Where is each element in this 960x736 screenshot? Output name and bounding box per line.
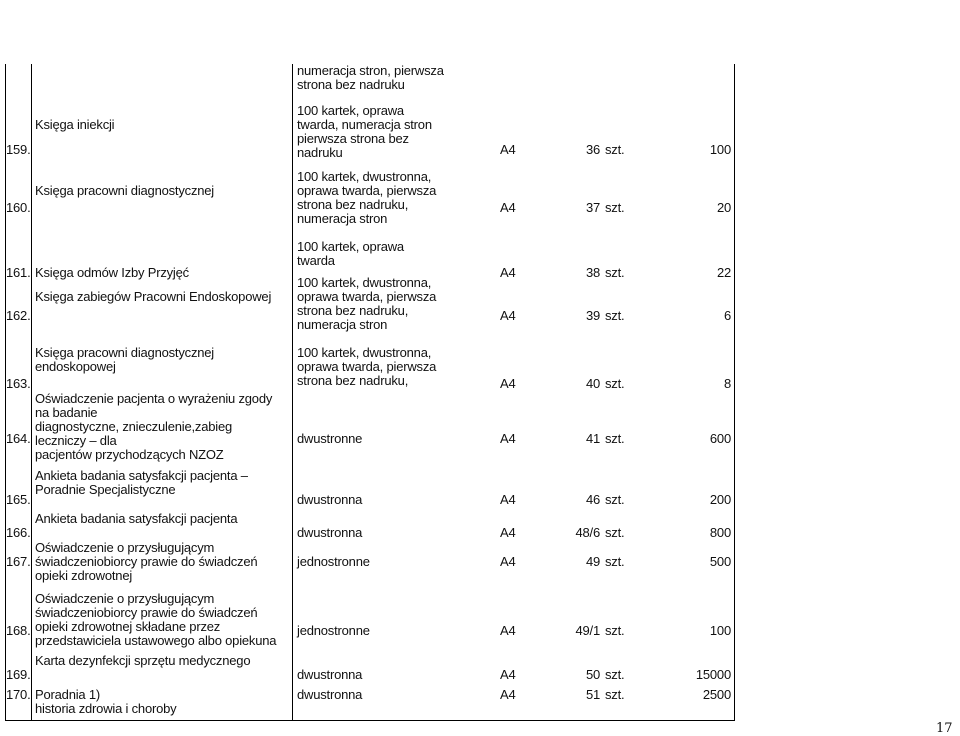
item-format: A4	[500, 376, 516, 391]
item-position: 48/6	[575, 525, 600, 540]
item-position: 49/1	[575, 623, 600, 638]
row-number: 164.	[6, 431, 31, 446]
item-unit: szt.	[605, 200, 625, 215]
item-position: 41	[585, 431, 600, 446]
item-unit: szt.	[605, 142, 625, 157]
row-number: 161.	[6, 265, 31, 280]
item-quantity: 200	[709, 492, 731, 507]
item-name: Księga odmów Izby Przyjęć	[35, 265, 189, 280]
item-unit: szt.	[605, 265, 625, 280]
item-name: Oświadczenie o przysługującym świadczeniobiorcy prawie do świadczeń opieki zdrowotnej składane przez przedstawiciela ustawowego albo opiekuna	[35, 591, 277, 648]
item-unit: szt.	[605, 623, 625, 638]
row-number: 169.	[6, 667, 31, 682]
grid-line	[292, 64, 293, 721]
item-quantity: 500	[709, 554, 731, 569]
item-description: numeracja stron, pierwsza strona bez nadruku	[297, 63, 444, 92]
item-description: dwustronna	[297, 667, 363, 682]
item-format: A4	[500, 687, 516, 702]
item-format: A4	[500, 265, 516, 280]
item-description: dwustronne	[297, 431, 363, 446]
item-quantity: 15000	[695, 667, 731, 682]
item-unit: szt.	[605, 525, 625, 540]
item-format: A4	[500, 554, 516, 569]
item-quantity: 800	[709, 525, 731, 540]
item-position: 46	[585, 492, 600, 507]
item-position: 39	[585, 308, 600, 323]
item-position: 37	[585, 200, 600, 215]
item-description: 100 kartek, oprawa twarda, numeracja stron pierwsza strona bez nadruku	[297, 103, 432, 160]
item-format: A4	[500, 200, 516, 215]
item-quantity: 22	[716, 265, 731, 280]
item-quantity: 20	[716, 200, 731, 215]
item-name: Księga pracowni diagnostycznej	[35, 183, 214, 198]
row-number: 163.	[6, 376, 31, 391]
item-position: 51	[585, 687, 600, 702]
row-number: 166.	[6, 525, 31, 540]
item-description: jednostronne	[297, 554, 370, 569]
item-format: A4	[500, 667, 516, 682]
item-description: 100 kartek, dwustronna, oprawa twarda, pierwsza strona bez nadruku, numeracja stron	[297, 169, 437, 226]
grid-line	[734, 64, 735, 721]
item-quantity: 8	[723, 376, 731, 391]
item-position: 36	[585, 142, 600, 157]
item-position: 49	[585, 554, 600, 569]
item-description: 100 kartek, dwustronna, oprawa twarda, pierwsza strona bez nadruku, numeracja stron	[297, 275, 437, 332]
item-name: Karta dezynfekcji sprzętu medycznego	[35, 653, 251, 668]
row-number: 162.	[6, 308, 31, 323]
item-description: 100 kartek, dwustronna, oprawa twarda, pierwsza strona bez nadruku,	[297, 345, 437, 388]
table-bottom-line	[5, 720, 735, 721]
item-unit: szt.	[605, 376, 625, 391]
item-format: A4	[500, 431, 516, 446]
item-format: A4	[500, 142, 516, 157]
item-format: A4	[500, 492, 516, 507]
item-format: A4	[500, 525, 516, 540]
item-unit: szt.	[605, 687, 625, 702]
item-description: jednostronne	[297, 623, 370, 638]
item-unit: szt.	[605, 431, 625, 446]
item-quantity: 6	[723, 308, 731, 323]
item-position: 40	[585, 376, 600, 391]
item-quantity: 100	[709, 142, 731, 157]
item-name: Ankieta badania satysfakcji pacjenta	[35, 511, 238, 526]
item-name: Księga iniekcji	[35, 117, 115, 132]
item-description: dwustronna	[297, 525, 363, 540]
item-quantity: 600	[709, 431, 731, 446]
page-number: 17	[936, 721, 953, 736]
item-description: dwustronna	[297, 492, 363, 507]
item-description: 100 kartek, oprawa twarda	[297, 239, 404, 268]
row-number: 165.	[6, 492, 31, 507]
row-number: 167.	[6, 554, 31, 569]
item-name: Oświadczenie pacjenta o wyrażeniu zgody na badanie diagnostyczne, znieczulenie,zabieg leczniczy – dla pacjentów przychodzących NZOZ	[35, 391, 273, 462]
grid-line	[31, 64, 32, 721]
item-position: 38	[585, 265, 600, 280]
item-name: Księga zabiegów Pracowni Endoskopowej	[35, 289, 272, 304]
item-unit: szt.	[605, 492, 625, 507]
row-number: 168.	[6, 623, 31, 638]
item-name: Poradnia 1) historia zdrowia i choroby	[35, 687, 177, 716]
item-position: 50	[585, 667, 600, 682]
item-description: dwustronna	[297, 687, 363, 702]
row-number: 159.	[6, 142, 31, 157]
item-format: A4	[500, 623, 516, 638]
row-number: 170.	[6, 687, 31, 702]
item-format: A4	[500, 308, 516, 323]
item-name: Ankieta badania satysfakcji pacjenta – Poradnie Specjalistyczne	[35, 468, 248, 497]
item-name: Oświadczenie o przysługującym świadczeniobiorcy prawie do świadczeń opieki zdrowotnej	[35, 540, 258, 583]
row-number: 160.	[6, 200, 31, 215]
item-unit: szt.	[605, 667, 625, 682]
item-unit: szt.	[605, 308, 625, 323]
item-unit: szt.	[605, 554, 625, 569]
item-name: Księga pracowni diagnostycznej endoskopowej	[35, 345, 214, 374]
item-quantity: 2500	[702, 687, 731, 702]
item-quantity: 100	[709, 623, 731, 638]
